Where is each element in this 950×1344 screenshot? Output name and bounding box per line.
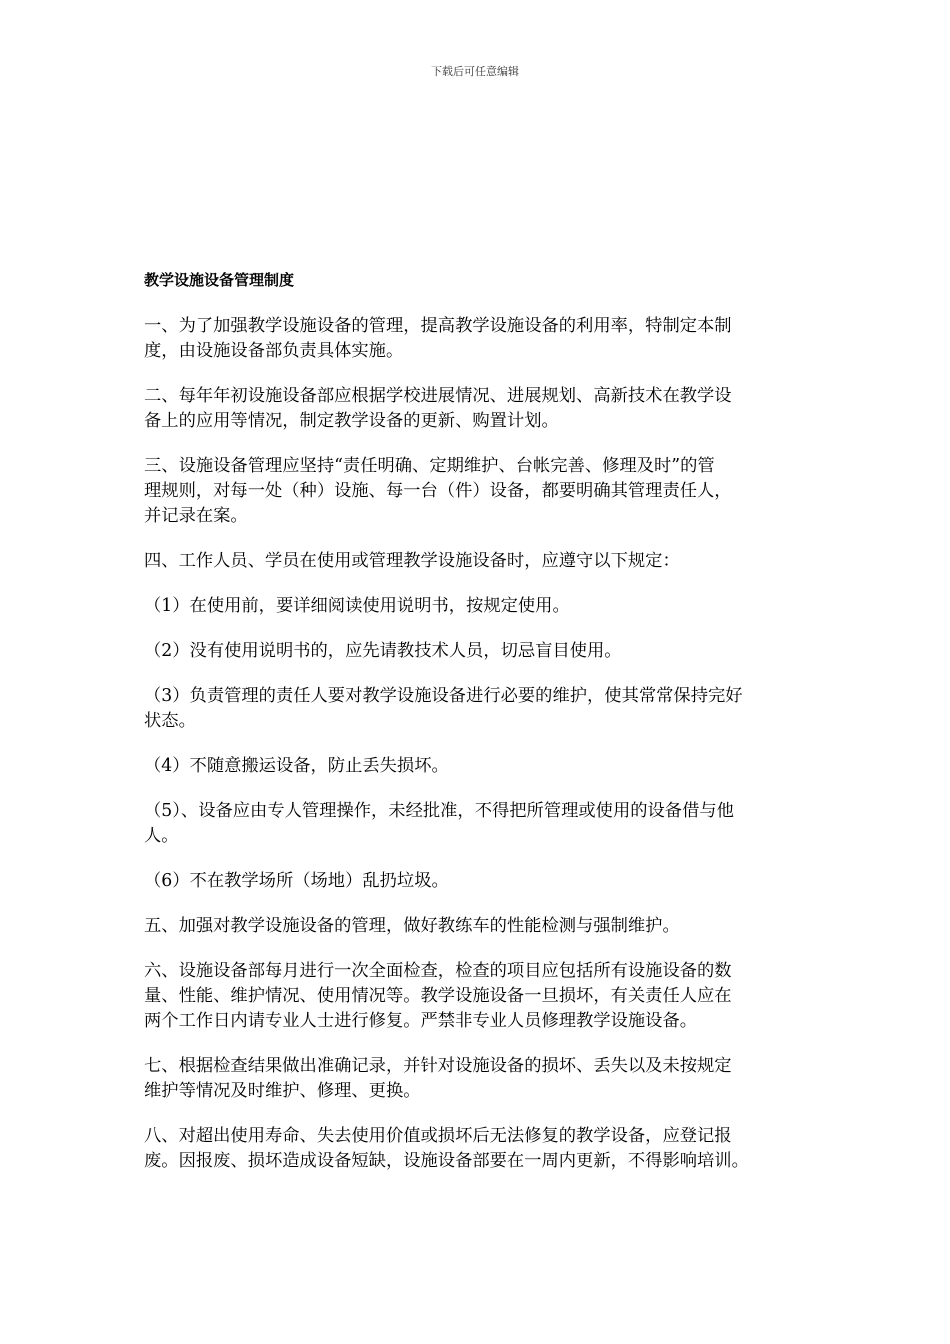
paragraph-4: 四、工作人员、学员在使用或管理教学设施设备时，应遵守以下规定： bbox=[144, 551, 680, 571]
paragraph-5: 五、加强对教学设施设备的管理，做好教练车的性能检测与强制维护。 bbox=[144, 916, 680, 936]
paragraph-6: 六、设施设备部每月进行一次全面检查，检查的项目应包括所有设施设备的数 量、性能、维护情况、使用情况等。教学设施设备一旦损坏，有关责任人应在 两个工作日内请专业人士进行修复。严禁非专业人员修理教学设施设备。 bbox=[144, 961, 732, 1031]
paragraph-7: 七、根据检查结果做出准确记录，并针对设施设备的损坏、丢失以及未按规定 维护等情况及时维护、修理、更换。 bbox=[144, 1056, 732, 1101]
rule-item-5: （5）、设备应由专人管理操作，未经批准，不得把所管理或使用的设备借与他 人。 bbox=[144, 801, 734, 846]
document-title: 教学设施设备管理制度 bbox=[144, 271, 295, 289]
paragraph-1: 一、为了加强教学设施设备的管理，提高教学设施设备的利用率，特制定本制 度，由设施设备部负责具体实施。 bbox=[144, 316, 732, 361]
rule-item-4: （4）不随意搬运设备，防止丢失损坏。 bbox=[144, 756, 449, 776]
rule-item-3: （3）负责管理的责任人要对教学设施设备进行必要的维护，使其常常保持完好 状态。 bbox=[144, 686, 743, 731]
page-header-note: 下载后可任意编辑 bbox=[431, 65, 519, 78]
rule-item-6: （6）不在教学场所（场地）乱扔垃圾。 bbox=[144, 871, 449, 891]
paragraph-8: 八、对超出使用寿命、失去使用价值或损坏后无法修复的教学设备，应登记报 废。因报废、损坏造成设备短缺，设施设备部要在一周内更新，不得影响培训。 bbox=[144, 1126, 749, 1171]
rule-item-1: （1）在使用前，要详细阅读使用说明书，按规定使用。 bbox=[144, 596, 570, 616]
paragraph-2: 二、每年年初设施设备部应根据学校进展情况、进展规划、高新技术在教学设 备上的应用等情况，制定教学设备的更新、购置计划。 bbox=[144, 386, 732, 431]
paragraph-3: 三、设施设备管理应坚持“责任明确、定期维护、台帐完善、修理及时”的管 理规则，对每一处（种）设施、每一台（件）设备，都要明确其管理责任人， 并记录在案。 bbox=[144, 456, 732, 526]
document-body bbox=[144, 268, 812, 1194]
rule-item-2: （2）没有使用说明书的，应先请教技术人员，切忌盲目使用。 bbox=[144, 641, 622, 661]
